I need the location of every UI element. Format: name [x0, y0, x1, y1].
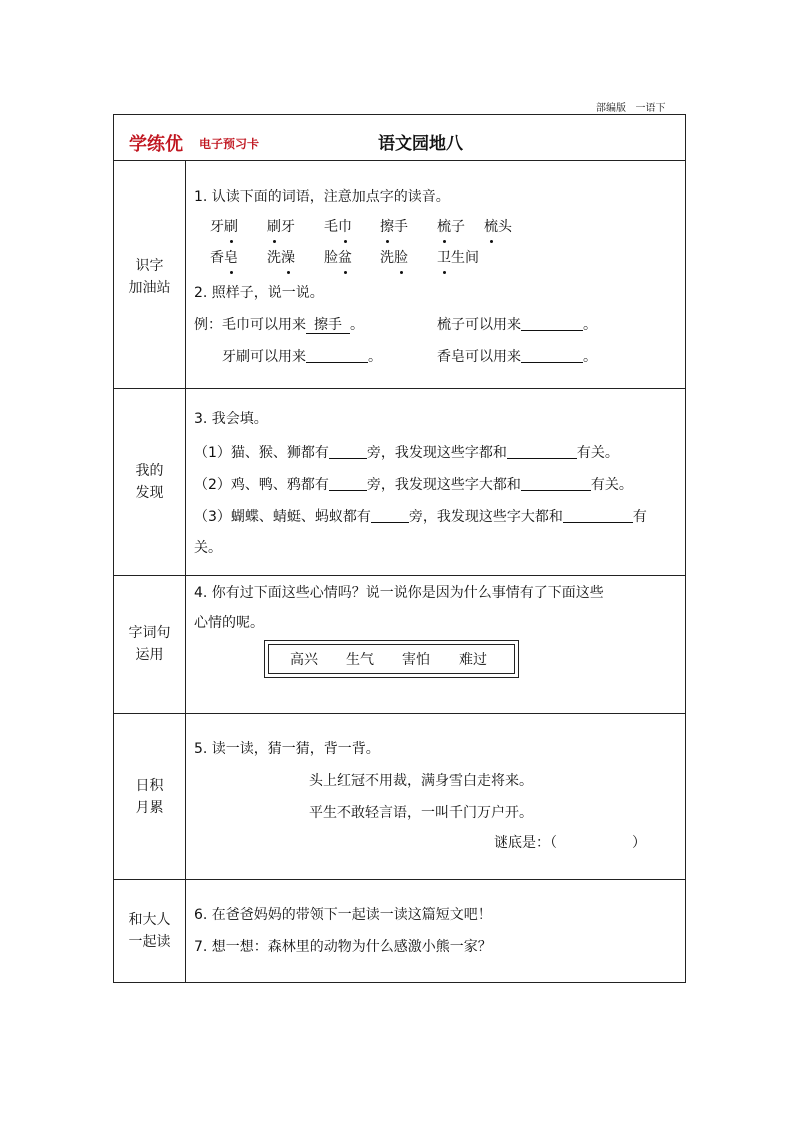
q3-item-1: （1）猫、猴、狮都有 旁，我发现这些字都和 有关。	[194, 445, 619, 461]
category-line: 一起读	[128, 934, 171, 950]
category-read-together	[114, 909, 185, 953]
vocab-word: 刷牙	[267, 219, 295, 235]
q3-item-2: （2）鸡、鸭、鸦都有 旁，我发现这些字大都和 有关。	[194, 477, 633, 493]
vocab-word: 洗澡	[267, 250, 295, 266]
category-literacy	[114, 255, 185, 299]
q7-text: 7. 想一想：森林里的动物为什么感激小熊一家？	[194, 939, 492, 955]
answer-blank[interactable]	[329, 476, 367, 491]
answer-blank[interactable]	[329, 444, 367, 459]
category-line: 识字	[135, 258, 164, 274]
q2-example-line: 例：毛巾可以用来 擦手 。	[194, 317, 364, 333]
row-divider	[114, 879, 685, 880]
q3-prompt: 3. 我会填。	[194, 411, 268, 427]
q4-prompt-line-1: 4. 你有过下面这些心情吗？说一说你是因为什么事情有了下面这些	[194, 585, 604, 601]
card-subtitle: 电子预习卡	[199, 137, 260, 151]
answer-blank[interactable]	[507, 444, 577, 459]
vocab-word: 梳头	[484, 219, 512, 235]
riddle-verse-1: 头上红冠不用裁，满身雪白走将来。	[309, 773, 533, 789]
vocab-word: 梳子	[437, 219, 465, 235]
riddle-answer-label: 谜底是：（	[494, 835, 557, 851]
answer-blank[interactable]	[371, 508, 409, 523]
vocab-word: 毛巾	[324, 219, 352, 235]
category-line: 月累	[135, 800, 164, 816]
edition-label: 部编版 一语下	[596, 103, 666, 114]
vocab-word: 洗脸	[380, 250, 408, 266]
mood-word: 害怕	[402, 652, 430, 668]
vocab-word: 卫生间	[437, 250, 479, 266]
q2-prompt: 2. 照样子，说一说。	[194, 285, 324, 301]
riddle-answer-blank[interactable]	[572, 835, 630, 853]
row-divider	[114, 713, 685, 714]
answer-blank[interactable]	[306, 348, 368, 363]
example-answer: 擦手	[306, 317, 350, 334]
category-line: 运用	[135, 647, 164, 663]
row-divider	[114, 575, 685, 576]
riddle-answer-close: ）	[632, 835, 646, 851]
mood-word: 难过	[459, 652, 487, 668]
q2-sentence-comb: 梳子可以用来 。	[437, 317, 597, 333]
category-word-usage	[114, 622, 185, 666]
q1-prompt: 1. 认读下面的词语，注意加点字的读音。	[194, 189, 450, 205]
column-divider	[185, 160, 186, 982]
answer-blank[interactable]	[521, 476, 591, 491]
category-line: 加油站	[128, 280, 171, 296]
category-line: 字词句	[128, 625, 171, 641]
vocab-word: 擦手	[380, 219, 408, 235]
q3-item-3-continued: 关。	[194, 540, 222, 556]
answer-blank[interactable]	[563, 508, 633, 523]
mood-word: 生气	[346, 652, 374, 668]
answer-blank[interactable]	[521, 316, 583, 331]
q2-sentence-toothbrush: 牙刷可以用来 。	[222, 349, 382, 365]
mood-word: 高兴	[290, 652, 318, 668]
vocab-word: 香皂	[210, 250, 238, 266]
q2-sentence-soap: 香皂可以用来 。	[437, 349, 597, 365]
vocab-word: 脸盆	[324, 250, 352, 266]
category-accumulation	[114, 775, 185, 819]
category-line: 发现	[135, 485, 164, 501]
preview-card	[113, 114, 686, 983]
page-title: 语文园地八	[378, 134, 463, 154]
q1-word-row-1	[210, 217, 524, 237]
answer-blank[interactable]	[521, 348, 583, 363]
row-divider	[114, 160, 685, 161]
riddle-verse-2: 平生不敢轻言语，一叫千门万户开。	[309, 805, 533, 821]
q6-text: 6. 在爸爸妈妈的带领下一起读一读这篇短文吧！	[194, 907, 492, 923]
vocab-word: 牙刷	[210, 219, 238, 235]
row-divider	[114, 388, 685, 389]
brand-logo-text: 学练优	[129, 134, 183, 155]
q3-item-3: （3）蝴蝶、蜻蜓、蚂蚁都有 旁，我发现这些字大都和 有	[194, 509, 647, 525]
category-line: 和大人	[128, 912, 171, 928]
q4-prompt-line-2: 心情的呢。	[194, 615, 264, 631]
category-discovery	[114, 460, 185, 504]
category-line: 日积	[135, 778, 164, 794]
q5-prompt: 5. 读一读，猜一猜，背一背。	[194, 741, 380, 757]
q1-word-row-2	[210, 248, 497, 268]
category-line: 我的	[135, 463, 164, 479]
